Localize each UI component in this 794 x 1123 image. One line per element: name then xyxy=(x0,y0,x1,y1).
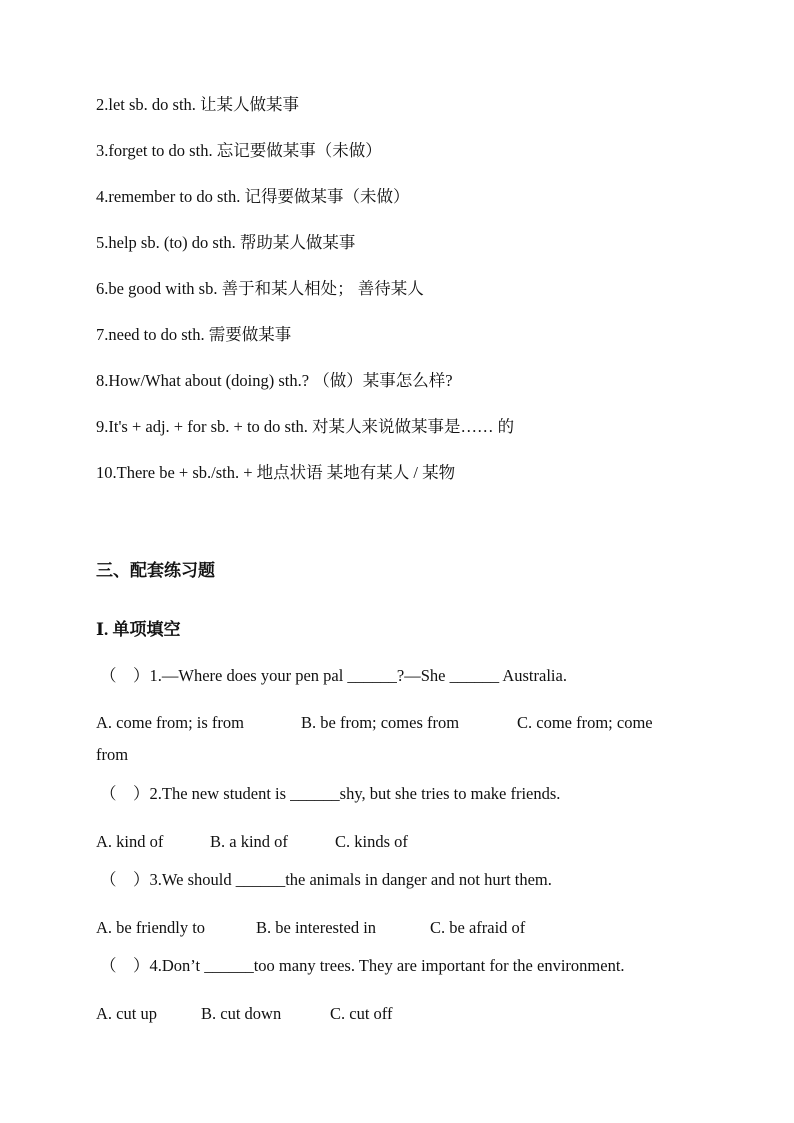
option-continuation: from xyxy=(96,745,129,764)
option-a: A. be friendly to xyxy=(96,918,206,937)
phrase-item: 9.It's + adj. + for sb. + to do sth. 对某人来说做某事是…… 的 xyxy=(96,417,515,436)
question-options xyxy=(96,1004,392,1024)
question-stem: （ ）2.The new student is ______shy, but she tries to make friends. xyxy=(100,784,561,803)
phrase-item: 4.remember to do sth. 记得要做某事（未做） xyxy=(96,187,410,206)
option-b: B. be from; comes from xyxy=(301,713,460,732)
subsection-title: Ⅰ. 单项填空 xyxy=(96,620,181,639)
option-b: B. cut down xyxy=(201,1004,282,1023)
option-c: C. be afraid of xyxy=(430,918,526,937)
option-a: A. cut up xyxy=(96,1004,157,1023)
phrase-item: 3.forget to do sth. 忘记要做某事（未做） xyxy=(96,141,382,160)
option-a: A. kind of xyxy=(96,832,164,851)
phrase-item: 2.let sb. do sth. 让某人做某事 xyxy=(96,95,300,114)
question-stem: （ ）1.—Where does your pen pal ______?—She ______ Australia. xyxy=(100,666,567,685)
option-c: C. come from; come xyxy=(517,713,653,732)
question-options xyxy=(96,713,653,733)
phrase-item: 6.be good with sb. 善于和某人相处； 善待某人 xyxy=(96,279,424,298)
option-c: C. kinds of xyxy=(335,832,408,851)
option-c: C. cut off xyxy=(330,1004,393,1023)
section-title: 三、配套练习题 xyxy=(96,561,215,580)
question-stem: （ ）3.We should ______the animals in danger and not hurt them. xyxy=(100,870,552,889)
phrase-item: 10.There be + sb./sth. + 地点状语 某地有某人 / 某物 xyxy=(96,463,456,482)
phrase-item: 5.help sb. (to) do sth. 帮助某人做某事 xyxy=(96,233,356,252)
option-b: B. be interested in xyxy=(256,918,377,937)
option-b: B. a kind of xyxy=(210,832,288,851)
question-stem: （ ）4.Don’t ______too many trees. They are important for the environment. xyxy=(100,956,625,975)
phrase-item: 8.How/What about (doing) sth.? （做）某事怎么样? xyxy=(96,371,453,390)
question-options xyxy=(96,918,525,938)
question-options xyxy=(96,832,408,852)
option-a: A. come from; is from xyxy=(96,713,245,732)
phrase-item: 7.need to do sth. 需要做某事 xyxy=(96,325,292,344)
